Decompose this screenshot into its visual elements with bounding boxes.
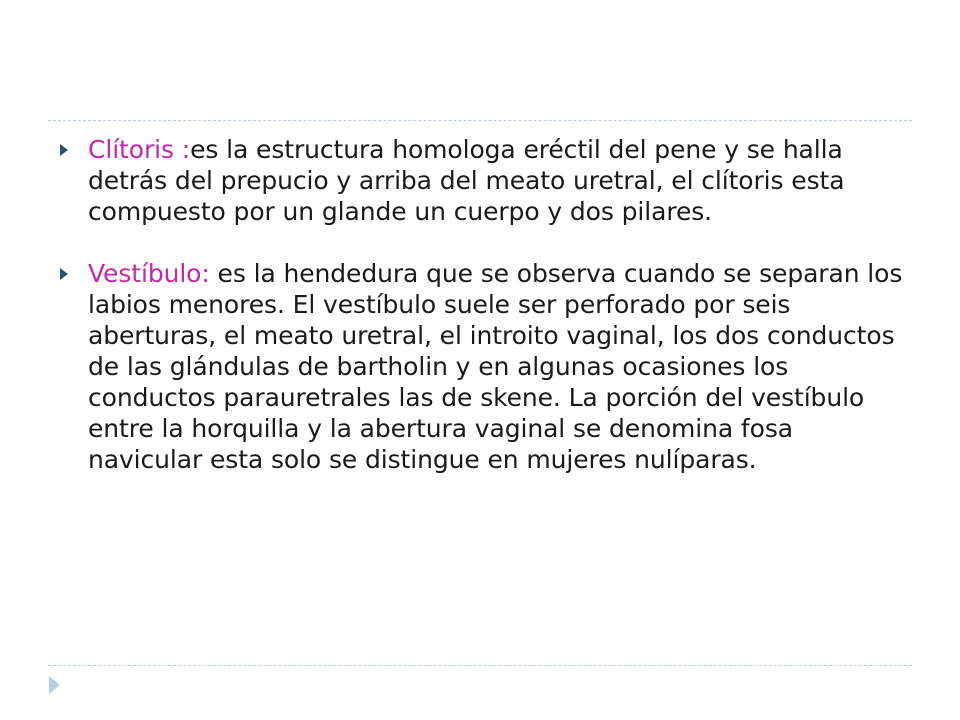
bullet-vestibulo <box>60 258 910 475</box>
triangle-bullet-icon <box>60 268 68 280</box>
bottom-divider <box>48 665 912 666</box>
corner-arrow-icon <box>49 676 60 694</box>
term-clitoris: Clítoris : <box>88 135 191 164</box>
bullet-clitoris <box>60 134 910 227</box>
definition-clitoris: es la estructura homologa eréctil del pene y se halla detrás del prepucio y arriba del meato uretral, el clítoris esta compuesto por un glande un cuerpo y dos pilares. <box>88 135 845 226</box>
top-divider <box>48 120 912 121</box>
term-vestibulo: Vestíbulo: <box>88 259 210 288</box>
definition-vestibulo: es la hendedura que se observa cuando se separan los labios menores. El vestíbulo suele ser perforado por seis aberturas, el meato uretral, el introito vaginal, los dos conductos de las glándulas de bartholin y en algunas ocasiones los conductos parauretrales las de skene. La porción del vestíbulo entre la horquilla y la abertura vaginal se denomina fosa navicular esta solo se distingue en mujeres nulíparas. <box>88 259 903 474</box>
triangle-bullet-icon <box>60 144 68 156</box>
slide-content <box>60 134 910 475</box>
